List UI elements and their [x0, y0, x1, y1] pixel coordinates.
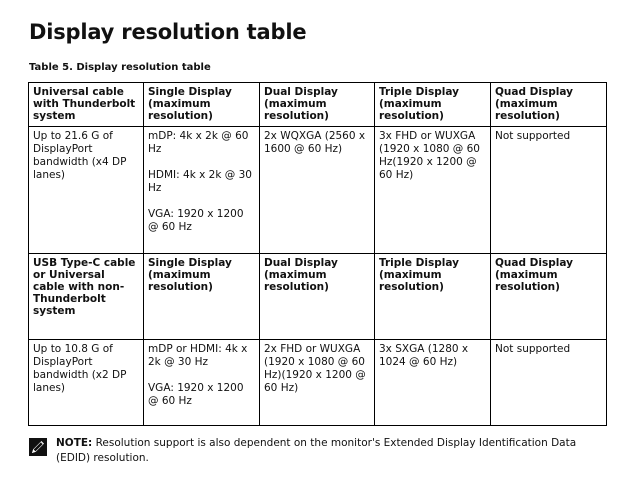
cell-triple-display: 3x SXGA (1280 x 1024 @ 60 Hz): [375, 340, 491, 426]
note-body: Resolution support is also dependent on the monitor's Extended Display Identification Data (EDID) resolution.: [56, 437, 577, 464]
table-row: [29, 340, 607, 426]
cell-triple-display: 3x FHD or WUXGA (1920 x 1080 @ 60 Hz(1920 x 1200 @ 60 Hz): [375, 127, 491, 254]
header-cell-dual-display: Dual Display (maximum resolution): [260, 83, 375, 127]
cell-dual-display: 2x WQXGA (2560 x 1600 @ 60 Hz): [260, 127, 375, 254]
table-header-row: [29, 254, 607, 340]
header-cell-cable-type: Universal cable with Thunderbolt system: [29, 83, 144, 127]
single-display-vga: VGA: 1920 x 1200 @ 60 Hz: [148, 382, 244, 407]
cell-single-display: [144, 340, 260, 426]
single-display-hdmi: HDMI: 4k x 2k @ 30 Hz: [148, 169, 252, 194]
header-cell-quad-display: Quad Display (maximum resolution): [491, 83, 607, 127]
cell-bandwidth: Up to 10.8 G of DisplayPort bandwidth (x2 DP lanes): [29, 340, 144, 426]
table-header-row: [29, 83, 607, 127]
header-cell-single-display: Single Display (maximum resolution): [144, 83, 260, 127]
header-cell-cable-type: USB Type-C cable or Universal cable with non-Thunderbolt system: [29, 254, 144, 340]
cell-quad-display: Not supported: [491, 340, 607, 426]
page-title: Display resolution table: [29, 20, 307, 44]
note: [29, 436, 607, 466]
cell-dual-display: 2x FHD or WUXGA (1920 x 1080 @ 60 Hz)(1920 x 1200 @ 60 Hz): [260, 340, 375, 426]
cell-single-display: [144, 127, 260, 254]
note-text: [56, 436, 607, 466]
header-cell-quad-display: Quad Display (maximum resolution): [491, 254, 607, 340]
single-display-vga: VGA: 1920 x 1200 @ 60 Hz: [148, 208, 244, 233]
table-caption: Table 5. Display resolution table: [29, 62, 211, 73]
cell-quad-display: Not supported: [491, 127, 607, 254]
single-display-mdp-hdmi: mDP or HDMI: 4k x 2k @ 30 Hz: [148, 343, 248, 368]
note-label: NOTE:: [56, 437, 93, 449]
header-cell-single-display: Single Display (maximum resolution): [144, 254, 260, 340]
header-cell-triple-display: Triple Display (maximum resolution): [375, 254, 491, 340]
single-display-mdp: mDP: 4k x 2k @ 60 Hz: [148, 130, 249, 155]
note-pencil-icon: [29, 438, 47, 456]
table-row: [29, 127, 607, 254]
display-resolution-table: [28, 82, 607, 426]
header-cell-triple-display: Triple Display (maximum resolution): [375, 83, 491, 127]
header-cell-dual-display: Dual Display (maximum resolution): [260, 254, 375, 340]
cell-bandwidth: Up to 21.6 G of DisplayPort bandwidth (x4 DP lanes): [29, 127, 144, 254]
